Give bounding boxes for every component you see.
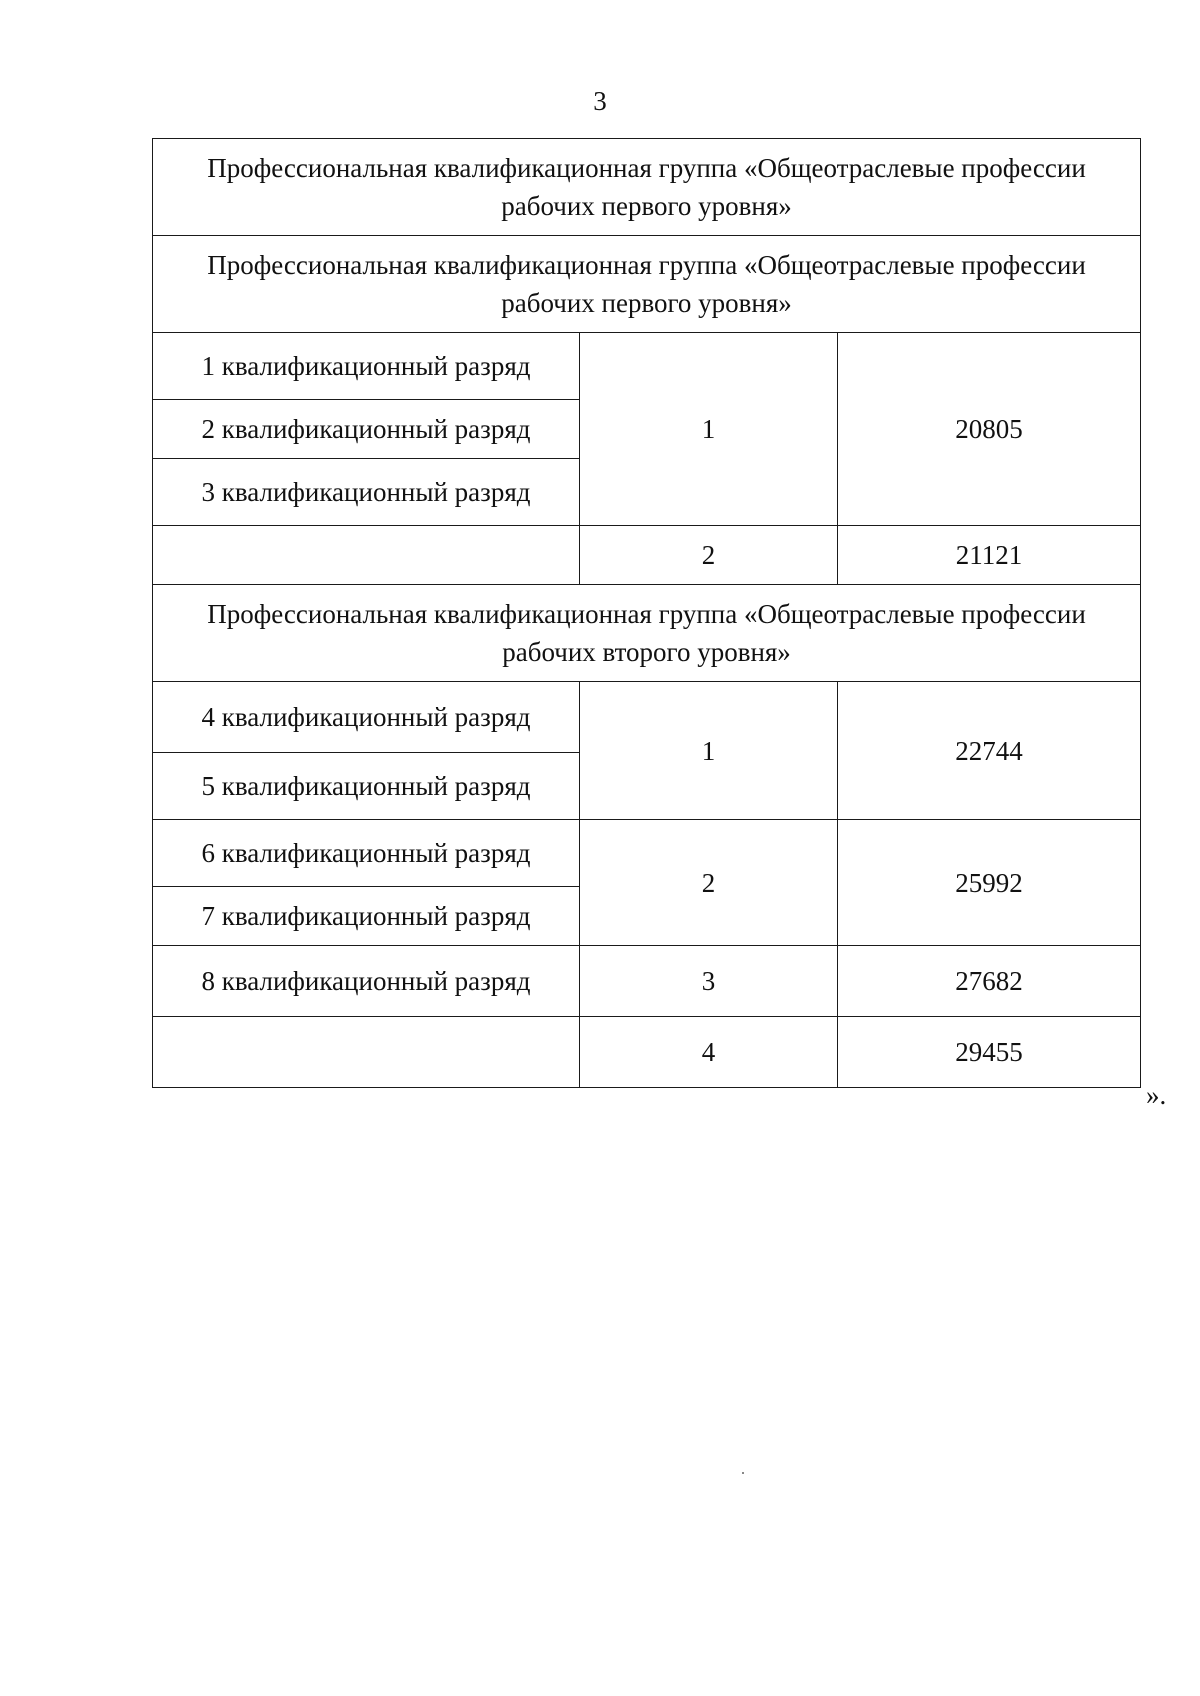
group2-header-row (153, 585, 1141, 682)
grade-cell: 3 квалификационный разряд (153, 459, 580, 526)
grade-cell: 6 квалификационный разряд (153, 820, 580, 887)
grade-cell: 7 квалификационный разряд (153, 887, 580, 946)
group1-subheader-row (153, 236, 1141, 333)
grade-cell: 5 квалификационный разряд (153, 753, 580, 820)
level-cell: 4 (580, 1017, 838, 1088)
salary-cell: 29455 (838, 1017, 1141, 1088)
level-cell: 3 (580, 946, 838, 1017)
grade-cell: 2 квалификационный разряд (153, 400, 580, 459)
table-row (153, 946, 1141, 1017)
table-row (153, 1017, 1141, 1088)
grade-cell: 4 квалификационный разряд (153, 682, 580, 753)
level-cell: 2 (580, 820, 838, 946)
salary-cell: 20805 (838, 333, 1141, 526)
level-cell: 2 (580, 526, 838, 585)
grade-cell (153, 1017, 580, 1088)
table-row (153, 682, 1141, 753)
grade-cell (153, 526, 580, 585)
salary-cell: 25992 (838, 820, 1141, 946)
table-row (153, 333, 1141, 400)
level-cell: 1 (580, 333, 838, 526)
salary-cell: 27682 (838, 946, 1141, 1017)
level-cell: 1 (580, 682, 838, 820)
group1-subheader: Профессиональная квалификационная группа «Общеотраслевые профессии рабочих первого уровня» (153, 236, 1141, 333)
closing-quote: ». (1146, 1080, 1167, 1110)
salary-cell: 21121 (838, 526, 1141, 585)
grade-cell: 1 квалификационный разряд (153, 333, 580, 400)
table-row (153, 820, 1141, 887)
salary-cell: 22744 (838, 682, 1141, 820)
table-row (153, 526, 1141, 585)
page-number: 3 (593, 86, 607, 116)
salary-table (152, 138, 1141, 1088)
group2-header: Профессиональная квалификационная группа «Общеотраслевые профессии рабочих второго уровня» (153, 585, 1141, 682)
group1-header: Профессиональная квалификационная группа «Общеотраслевые профессии рабочих первого уровня» (153, 139, 1141, 236)
scan-artifact-dot (742, 1472, 744, 1474)
group1-header-row (153, 139, 1141, 236)
grade-cell: 8 квалификационный разряд (153, 946, 580, 1017)
